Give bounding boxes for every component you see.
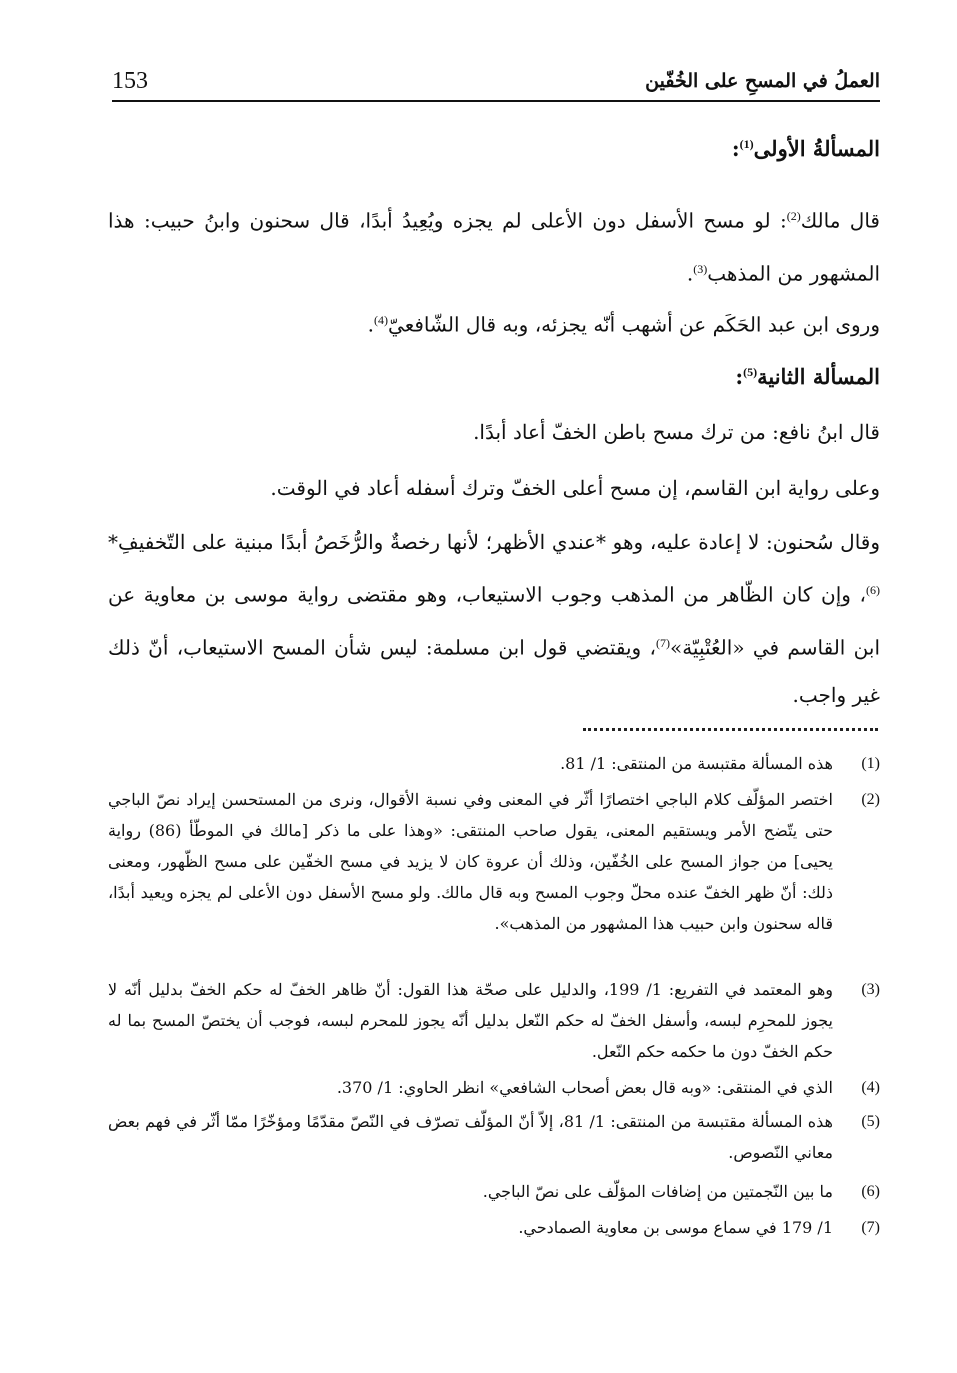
heading-first-issue bbox=[108, 120, 880, 173]
page-number: 153 bbox=[112, 68, 148, 94]
paragraph-text: وقال سُحنون: لا إعادة عليه، وهو *عندي الأظهر؛ لأنها رخصةٌ والرُّخَصُ أبدًا مبنية على التّخفيفِ* bbox=[108, 530, 881, 554]
footnote-item bbox=[108, 748, 880, 779]
heading-colon: : bbox=[731, 136, 740, 161]
footnote-ref: (3) bbox=[693, 261, 708, 276]
footnote-text: 1/ 179 في سماع موسى بن معاوية الصمادحي. bbox=[518, 1218, 833, 1237]
footnote-separator bbox=[583, 722, 878, 731]
footnote-item bbox=[108, 1212, 880, 1243]
header-rule bbox=[112, 100, 880, 102]
footnote-ref: (2) bbox=[786, 209, 801, 223]
footnote-text: هذه المسألة مقتبسة من المنتقى: 1/ 81. bbox=[560, 754, 833, 773]
footnote-item bbox=[108, 784, 880, 939]
footnote-ref: (5) bbox=[743, 365, 758, 379]
paragraph-text: قال ابنُ نافع: من ترك مسح باطن الخفّ أعاد أبدًا. bbox=[473, 420, 880, 444]
footnote-text: اختصر المؤلّف كلام الباجي اختصارًا أثّر في المعنى وفي نسبة الأقوال، ونرى من المستحسن إيراد نصّ الباجي حتى يتّضح الأمر ويستقيم المعنى، يقول صاحب المنتقى: «وهذا على ما ذكر [مالك في الموطّأ (86) رواية يحيى] من جواز المسح على الخُفّين، وذلك أن عروة كان لا يزيد في مسح الخفّين على مسح الظّهور، ومعنى ذلك: أنّ ظهر الخفّ عنده محلّ وجوب المسح وبه قال مالك. ولو مسح الأسفل دون الأعلى لم يجزه ويعيد أبدًا، قاله سحنون وابن حبيب هذا المشهور من المذهب». bbox=[108, 790, 834, 933]
footnote-ref: (6) bbox=[866, 583, 880, 597]
footnote-item bbox=[108, 1072, 880, 1103]
paragraph-ibn-nafi bbox=[108, 408, 880, 456]
paragraph-text: وروى ابن عبد الحَكَم عن أشهب أنّه يجزئه، وبه قال الشّافعيّ bbox=[388, 312, 880, 337]
paragraph-end: . bbox=[686, 261, 694, 286]
footnote-number: (7) bbox=[861, 1219, 880, 1236]
footnote-ref: (4) bbox=[374, 313, 389, 327]
paragraph-ibn-alqasim bbox=[108, 464, 880, 512]
page-header bbox=[112, 62, 880, 102]
paragraph-text: : لو مسح الأسفل دون الأعلى لم يجزه ويُعِيدُ أبدًا، قال سحنون وابنُ حبيب: هذا المشهور من المذهب bbox=[108, 208, 880, 286]
heading-text: المسألة الثانية bbox=[757, 364, 880, 389]
footnote-ref: (7) bbox=[655, 635, 670, 650]
footnote-number: (6) bbox=[861, 1183, 880, 1200]
footnote-text: الذي في المنتقى: «وبه قال بعض أصحاب الشافعي» انظر الحاوي: 1/ 370. bbox=[336, 1078, 833, 1097]
paragraph-text: وعلى رواية ابن القاسم، إن مسح أعلى الخفّ وترك أسفله أعاد في الوقت. bbox=[270, 476, 880, 500]
footnote-text: هذه المسألة مقتبسة من المنتقى: 1/ 81، إلاّ أنّ المؤلّف تصرّف في النّصّ مقدّمًا ومؤخّرًا ممّا أثّر في فهم بعض معاني النّصوص. bbox=[108, 1112, 833, 1162]
footnote-item bbox=[108, 974, 880, 1067]
heading-text: المسألةُ الأولى bbox=[753, 136, 880, 161]
paragraph-ibn-abd-alhakam bbox=[108, 296, 880, 349]
footnote-text: وهو المعتمد في التفريع: 1/ 199، والدليل على صحّة هذا القول: أنّ ظاهر الخفّ له حكم الخفّ بدليل أنّه لا يجوز للمحرِم لبسه، وأسفل الخفّ له حكم النّعل بدليل أنّه يجوز للمحرم لبسه، فوجب أن يختصّ المسح بما له حكم الخفّ دون ما حكمه حكم النّعل. bbox=[108, 980, 834, 1061]
heading-colon: : bbox=[735, 364, 744, 389]
footnote-number: (5) bbox=[861, 1113, 880, 1130]
paragraph-text: ، ويقتضي قول ابن مسلمة: ليس شأن المسح الاستيعاب، أنّ ذلك غير واجب. bbox=[108, 635, 880, 708]
paragraph-malik bbox=[108, 192, 880, 297]
footnote-ref: (1) bbox=[739, 137, 754, 151]
footnote-item bbox=[108, 1106, 880, 1168]
footnote-number: (4) bbox=[861, 1079, 880, 1096]
paragraph-end: . bbox=[367, 312, 375, 337]
footnote-number: (2) bbox=[861, 791, 880, 808]
heading-second-issue bbox=[108, 348, 880, 401]
running-title: العملُ في المسحِ على الخُفّين bbox=[645, 70, 880, 92]
paragraph-text: قال مالك bbox=[800, 208, 880, 233]
paragraph-text: ، وإن كان الظّاهر من المذهب وجوب الاستيعاب، وهو مقتضى رواية موسى بن معاوية عن ابن القاسم في «العُتْبِيّة» bbox=[108, 582, 881, 660]
footnote-number: (1) bbox=[861, 755, 880, 772]
footnote-text: ما بين النّجمتين من إضافات المؤلّف على نصّ الباجي. bbox=[482, 1182, 833, 1201]
footnote-item bbox=[108, 1176, 880, 1207]
paragraph-sahnun bbox=[108, 518, 880, 719]
footnote-number: (3) bbox=[861, 981, 880, 998]
